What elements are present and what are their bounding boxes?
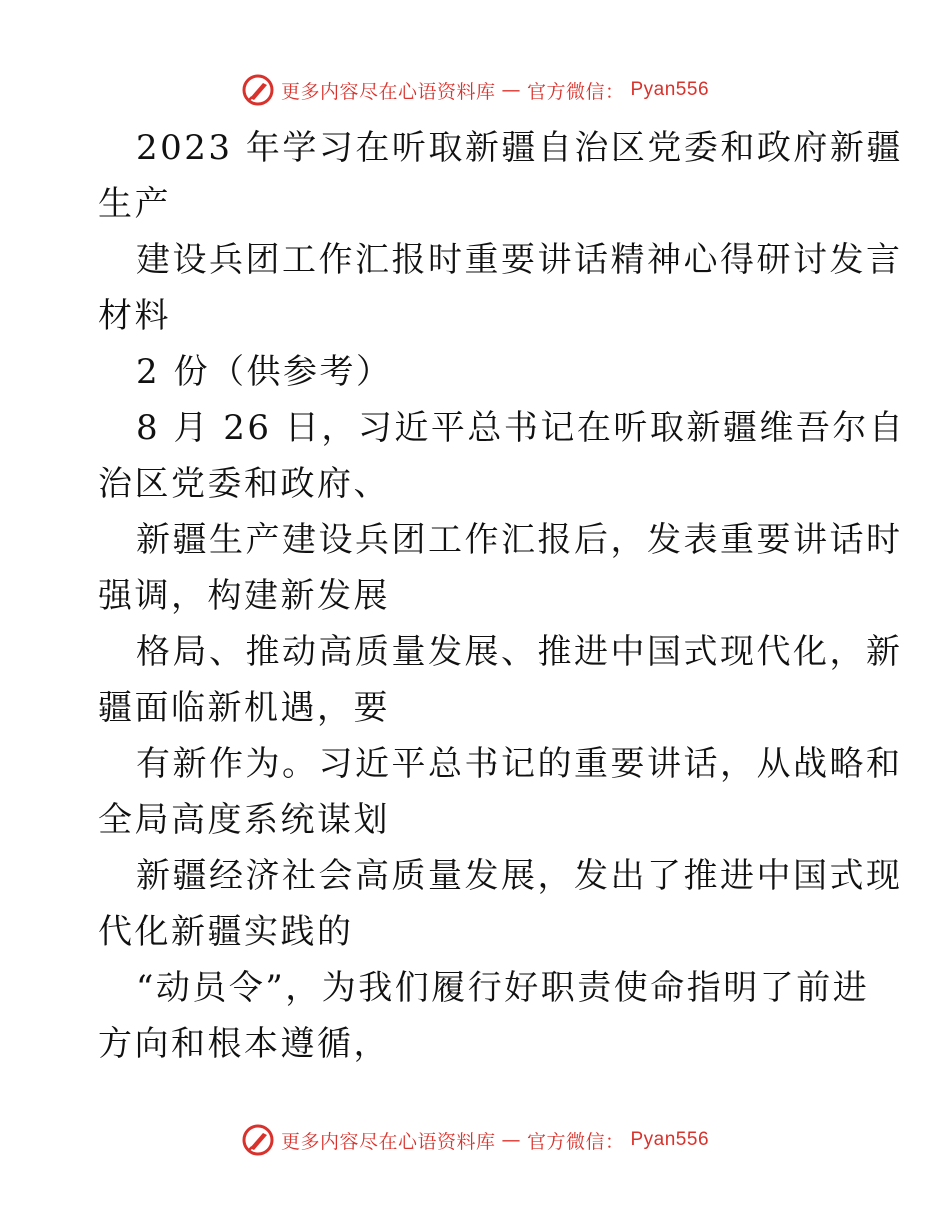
text-line: 新疆经济社会高质量发展，发出了推进中国式现 xyxy=(136,856,903,896)
text-line: 有新作为。习近平总书记的重要讲话，从战略和 xyxy=(136,744,903,784)
quill-logo-icon xyxy=(241,73,275,107)
banner-separator: — xyxy=(501,79,521,101)
text-line: 治区党委和政府、 xyxy=(98,464,390,504)
text-line: 建设兵团工作汇报时重要讲话精神心得研讨发言 xyxy=(136,240,903,280)
text-line: 2 份（供参考） xyxy=(136,352,393,392)
document-body xyxy=(98,120,906,1072)
header-banner xyxy=(0,70,950,110)
text-line: 新疆生产建设兵团工作汇报后，发表重要讲话时 xyxy=(136,520,903,560)
text-line: 格局、推动高质量发展、推进中国式现代化，新 xyxy=(136,632,903,672)
banner-text: 更多内容尽在心语资料库 xyxy=(280,80,496,103)
text-line: “动员令”，为我们履行好职责使命指明了前进 xyxy=(136,968,870,1008)
text-line: 强调，构建新发展 xyxy=(98,576,390,616)
text-line: 2023 年学习在听取新疆自治区党委和政府新疆 xyxy=(136,128,903,168)
banner-wechat-label: 官方微信： xyxy=(526,1130,625,1153)
text-line: 疆面临新机遇，要 xyxy=(98,688,390,728)
text-line: 代化新疆实践的 xyxy=(98,912,354,952)
banner-wechat-label: 官方微信： xyxy=(526,80,625,103)
text-line: 材料 xyxy=(98,296,171,336)
text-line: 8 月 26 日，习近平总书记在听取新疆维吾尔自 xyxy=(136,408,906,448)
banner-wechat-handle: Pyan556 xyxy=(630,79,710,100)
text-line: 方向和根本遵循， xyxy=(98,1024,390,1064)
banner-separator: — xyxy=(501,1129,521,1151)
banner-text: 更多内容尽在心语资料库 xyxy=(280,1130,496,1153)
text-line: 全局高度系统谋划 xyxy=(98,800,390,840)
text-line: 生产 xyxy=(98,184,171,224)
footer-banner xyxy=(0,1120,950,1160)
banner-wechat-handle: Pyan556 xyxy=(630,1129,710,1150)
quill-logo-icon xyxy=(241,1123,275,1157)
